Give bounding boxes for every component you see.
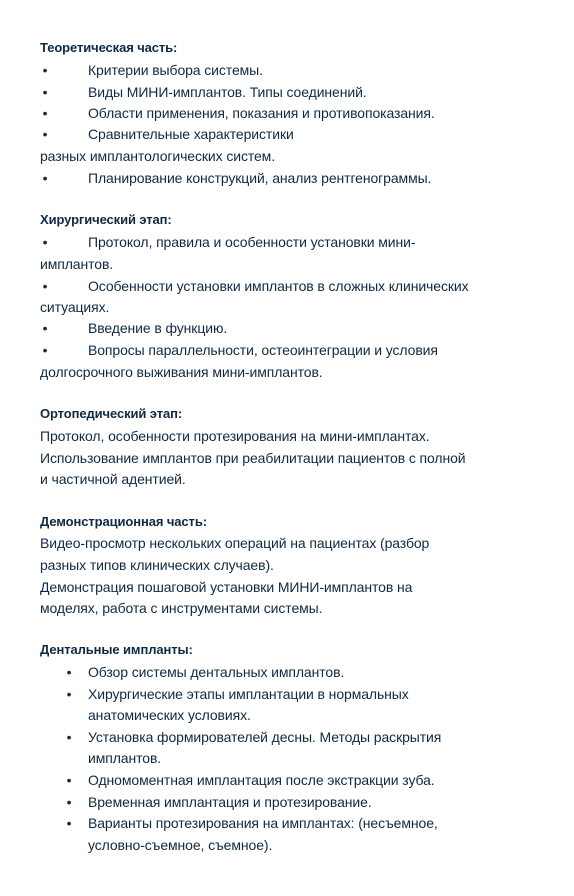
bullet-icon: •	[42, 126, 48, 142]
line-text: Дентальные импланты:	[40, 642, 193, 657]
line-text: Хирургические этапы имплантации в нормальных	[88, 686, 409, 702]
line-text: Особенности установки имплантов в сложных клинических	[88, 278, 469, 294]
line-text: Виды МИНИ-имплантов. Типы соединений.	[88, 84, 367, 100]
bullet-icon: •	[66, 794, 72, 810]
line-text: Варианты протезирования на имплантах: (несъемное,	[88, 815, 438, 831]
bullet-icon: •	[42, 342, 48, 358]
line-text: Хирургический этап:	[40, 212, 172, 227]
bullet-icon: •	[66, 686, 72, 702]
line-text: Сравнительные характеристики	[88, 126, 294, 142]
text-line	[40, 448, 536, 468]
line-text: ситуациях.	[40, 299, 110, 315]
line-text: разных типов клинических случаев).	[40, 557, 274, 573]
line-text: условно-съемное, съемное).	[88, 837, 273, 853]
line-text: Вопросы параллельности, остеоинтеграции и условия	[88, 342, 438, 358]
bullet-icon: •	[42, 84, 48, 100]
line-text: Демонстрация пошаговой установки МИНИ-имплантов на	[40, 579, 413, 595]
line-text: Демонстрационная часть:	[40, 514, 207, 529]
text-line	[40, 555, 536, 575]
text-line	[40, 146, 536, 166]
section-heading	[40, 38, 536, 58]
bullet-icon: •	[42, 234, 48, 250]
line-text: имплантов.	[40, 256, 114, 272]
text-line	[40, 426, 536, 446]
line-text: Использование имплантов при реабилитации пациентов с полной	[40, 450, 466, 466]
text-line	[40, 577, 536, 597]
text-line	[40, 598, 536, 618]
line-text: Временная имплантация и протезирование.	[88, 794, 372, 810]
text-line	[40, 362, 536, 382]
line-text: долгосрочного выживания мини-имплантов.	[40, 364, 323, 380]
bullet-icon: •	[42, 62, 48, 78]
bullet-icon: •	[42, 278, 48, 294]
line-text: Планирование конструкций, анализ рентгенограммы.	[88, 170, 432, 186]
bullet-icon: •	[66, 772, 72, 788]
line-text: Области применения, показания и противопоказания.	[88, 105, 435, 121]
text-line	[40, 254, 536, 274]
line-text: Протокол, правила и особенности установки мини-	[88, 234, 416, 250]
line-text: Критерии выбора системы.	[88, 62, 263, 78]
section-heading	[40, 512, 536, 532]
text-line	[40, 533, 536, 553]
bullet-icon: •	[42, 320, 48, 336]
bullet-icon: •	[42, 170, 48, 186]
bullet-icon: •	[42, 105, 48, 121]
section-heading	[40, 640, 536, 660]
line-text: Введение в функцию.	[88, 320, 228, 336]
line-text: и частичной адентией.	[40, 471, 186, 487]
line-text: Видео-просмотр нескольких операций на пациентах (разбор	[40, 535, 430, 551]
line-text: Установка формирователей десны. Методы раскрытия	[88, 729, 442, 745]
section-heading	[40, 210, 536, 230]
line-text: Протокол, особенности протезирования на мини-имплантах.	[40, 428, 430, 444]
line-text: анатомических условиях.	[88, 707, 251, 723]
line-text: разных имплантологических систем.	[40, 148, 275, 164]
bullet-icon: •	[66, 729, 72, 745]
line-text: Одномоментная имплантация после экстракции зуба.	[88, 772, 435, 788]
line-text: Обзор системы дентальных имплантов.	[88, 664, 345, 680]
line-text: Ортопедический этап:	[40, 406, 183, 421]
section-heading	[40, 404, 536, 424]
bullet-icon: •	[66, 664, 72, 680]
text-line	[40, 297, 536, 317]
bullet-icon: •	[66, 815, 72, 831]
line-text: Теоретическая часть:	[40, 40, 178, 55]
text-line	[40, 469, 536, 489]
line-text: имплантов.	[88, 750, 162, 766]
line-text: моделях, работа с инструментами системы.	[40, 600, 323, 616]
